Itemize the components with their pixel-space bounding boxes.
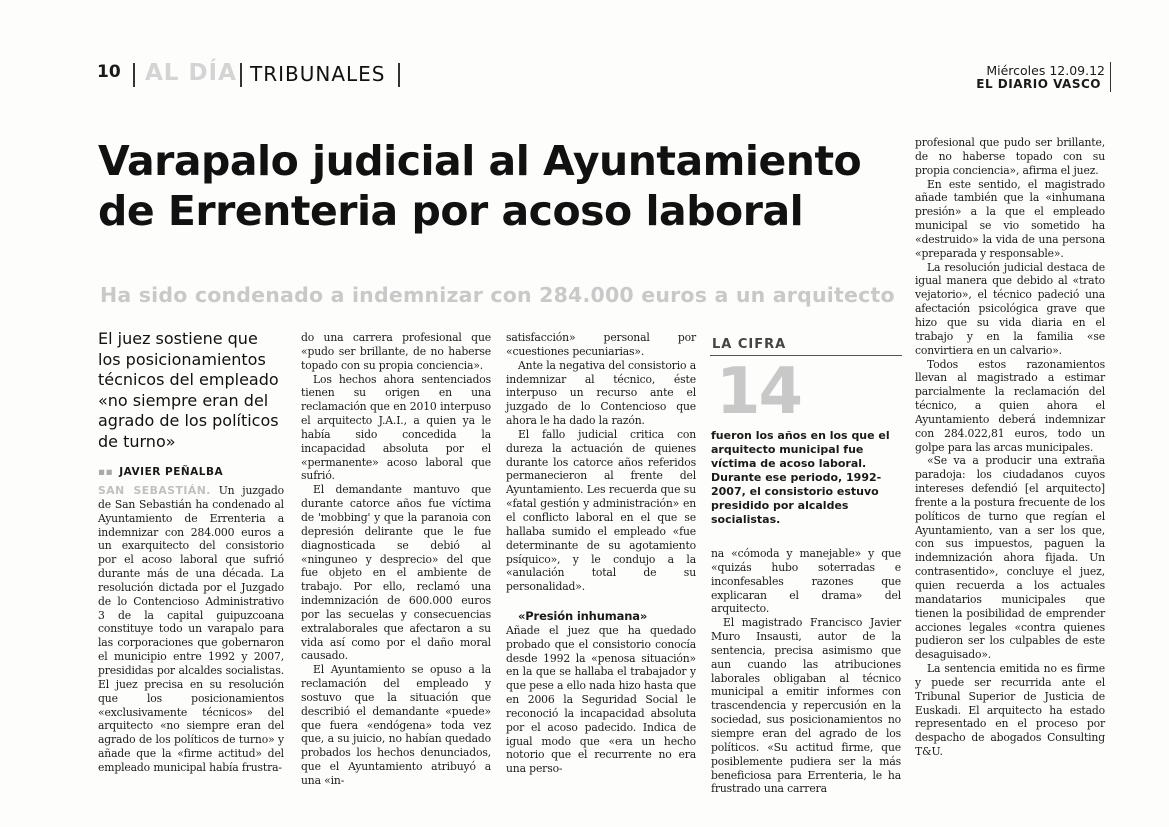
paragraph: satisfacción» personal por «cuestiones pecuniarias». (506, 331, 696, 358)
la-cifra-text: fueron los años en los que el arquitecto municipal fue víctima de acoso laboral. Durante ese periodo, 1992-2007, el consistorio estuvo presidido por alcaldes socialistas. (711, 429, 890, 526)
paragraph-text: Un juzgado de San Sebastián ha condenado al Ayuntamiento de Errenteria a indemnizar con 284.000 euros a un exarquitecto del consistorio por el acoso laboral que sufrió durante más de una década. La resolución dictada por el Juzgado de lo Contencioso Administrativo 3 de la capital guipuzcoana constituye todo un varapalo para las corporaciones que gobernaron el municipio entre 1992 y 2007, presididas por alcaldes socialistas. El juez precisa en su resolución que los posicionamientos «exclusivamente técnicos» del arquitecto «no siempre eran del agrado de los políticos de turno» y añade que la «firme actitud» del empleado municipal había frustra- (98, 484, 284, 774)
dateline: SAN SEBASTIÁN. (98, 484, 211, 497)
paragraph: El demandante mantuvo que durante catorce años fue víctima de 'mobbing' y que la paranoia con depresión delirante que le fue diagnosticada se debió al «ninguneo y desprecio» del que fue objeto en el ambiente de trabajo. Por ello, reclamó una indemnización de 600.000 euros por las secuelas y consecuencias extralaborales que afectaron a su vida así como por el daño moral causado. (301, 483, 491, 663)
header-divider (240, 63, 242, 87)
paragraph: na «cómoda y manejable» y que «quizás hubo soterradas e inconfesables razones que explicaran el drama» del arquitecto. (711, 547, 901, 616)
paragraph: La resolución judicial destaca de igual manera que debido al «trato vejatorio», el técnico padeció una afectación psicológica grave que hizo que su vida diaria en el trabajo y en la familia «se convirtiera en un calvario». (915, 260, 1105, 357)
pull-quote: El juez sostiene que los posicionamientos técnicos del empleado «no siempre eran del agrado de los políticos de turno» (98, 329, 279, 451)
la-cifra-label: LA CIFRA (712, 337, 787, 352)
author-name: JAVIER PEÑALBA (119, 466, 224, 478)
la-cifra-number: 14 (716, 355, 802, 429)
paragraph: Todos estos razonamientos llevan al magistrado a estimar parcialmente la reclamación del técnico, a quien ahora el Ayuntamiento deberá indemnizar con 284.022,81 euros, todo un golpe para las arcas municipales. (915, 357, 1105, 454)
article-column-2 (301, 331, 491, 788)
paragraph: El magistrado Francisco Javier Muro Insausti, autor de la sentencia, precisa asimismo que aun cuando las atribuciones laborales obligaban al técnico municipal a emitir informes con trascendencia y repercusión en la sociedad, sus posicionamientos no siempre eran del agrado de los políticos. «Su actitud firme, que posiblemente pudiera ser la más beneficiosa para Errenteria, le ha frustrado una carrera (711, 616, 901, 796)
paragraph: Ante la negativa del consistorio a indemnizar al técnico, éste interpuso un recurso ante el juzgado de lo Contencioso que ahora le ha dado la razón. (506, 358, 696, 428)
paragraph: do una carrera profesional que «pudo ser brillante, de no haberse topado con su propia conciencia». (301, 331, 491, 372)
paragraph: El Ayuntamiento se opuso a la reclamación del empleado y sostuvo que la situación que describió el demandante «puede» que fuera «endógena» toda vez que, a su juicio, no habían quedado probados los hechos denunciados, que el Ayuntamiento atribuyó a una «in- (301, 663, 491, 787)
article-column-5 (915, 136, 1105, 759)
byline (98, 466, 223, 478)
paragraph: profesional que pudo ser brillante, de no haberse topado con su propia conciencia», afirma el juez. (915, 136, 1105, 177)
headline (98, 136, 898, 236)
header-divider (398, 63, 400, 87)
header-divider (133, 63, 135, 87)
paragraph: El fallo judicial critica con dureza la actuación de quienes durante los catorce años referidos permanecieron al frente del Ayuntamiento. Les recuerda que su «fatal gestión y administración» en el conflicto laboral en el que se hallaba sumido el empleado «fue determinante de su agotamiento psíquico», y le condujo a la «anulación total de su personalidad». (506, 427, 696, 594)
article-column-1 (98, 484, 284, 775)
paragraph (98, 484, 284, 775)
paragraph: En este sentido, el magistrado añade también que la «inhumana presión» a la que el empleado municipal se vio sometido ha «destruido» la vida de una persona «preparada y responsable». (915, 177, 1105, 260)
article-column-4 (711, 547, 901, 796)
headline-line: de Errenteria por acoso laboral (98, 187, 804, 235)
newspaper-name: EL DIARIO VASCO (976, 77, 1101, 91)
paragraph: La sentencia emitida no es firme y puede ser recurrida ante el Tribunal Superior de Justicia de Euskadi. El arquitecto ha estado representado en el proceso por despacho de abogados Consulting T&U. (915, 662, 1105, 759)
byline-marker-icon: ▪▪ (98, 466, 114, 478)
issue-date: Miércoles 12.09.12 (986, 63, 1105, 78)
headline-line: Varapalo judicial al Ayuntamiento (98, 137, 862, 185)
paragraph: Los hechos ahora sentenciados tienen su origen en una reclamación que en 2010 interpuso el arquitecto J.A.I., a quien ya le había sido concedida la incapacidad absoluta por el «permanente» acoso laboral que sufrió. (301, 372, 491, 483)
article-column-3-top (506, 331, 696, 594)
subsection-name: TRIBUNALES (250, 62, 386, 86)
header-divider (1110, 62, 1111, 92)
paragraph: Añade el juez que ha quedado probado que el consistorio conocía desde 1992 la «penosa situación» en la que se hallaba el trabajador y que pese a ello nada hizo hasta que en 2006 la Seguridad Social le reconoció la incapacidad absoluta por el acoso padecido. Indica de igual modo que «era un hecho notorio que el recurrente no era una perso- (506, 623, 696, 776)
paragraph: «Se va a producir una extraña paradoja: los ciudadanos cuyos intereses defendió [el arquitecto] frente a la postura frecuente de los políticos de turno que regían el Ayuntamiento, van a ser los que, con sus impuestos, paguen la indemnización ahora fijada. Un contrasentido», concluye el juez, quien recuerda a los actuales mandatarios municipales que tienen la posibilidad de emprender acciones legales «contra quienes pudieron ser los culpables de este desaguisado». (915, 454, 1105, 662)
section-name: AL DÍA (145, 60, 237, 86)
inner-subheading: «Presión inhumana» (518, 609, 648, 623)
article-column-3-bottom (506, 610, 696, 776)
subheadline: Ha sido condenado a indemnizar con 284.000 euros a un arquitecto (100, 283, 895, 307)
page-number: 10 (97, 62, 121, 82)
